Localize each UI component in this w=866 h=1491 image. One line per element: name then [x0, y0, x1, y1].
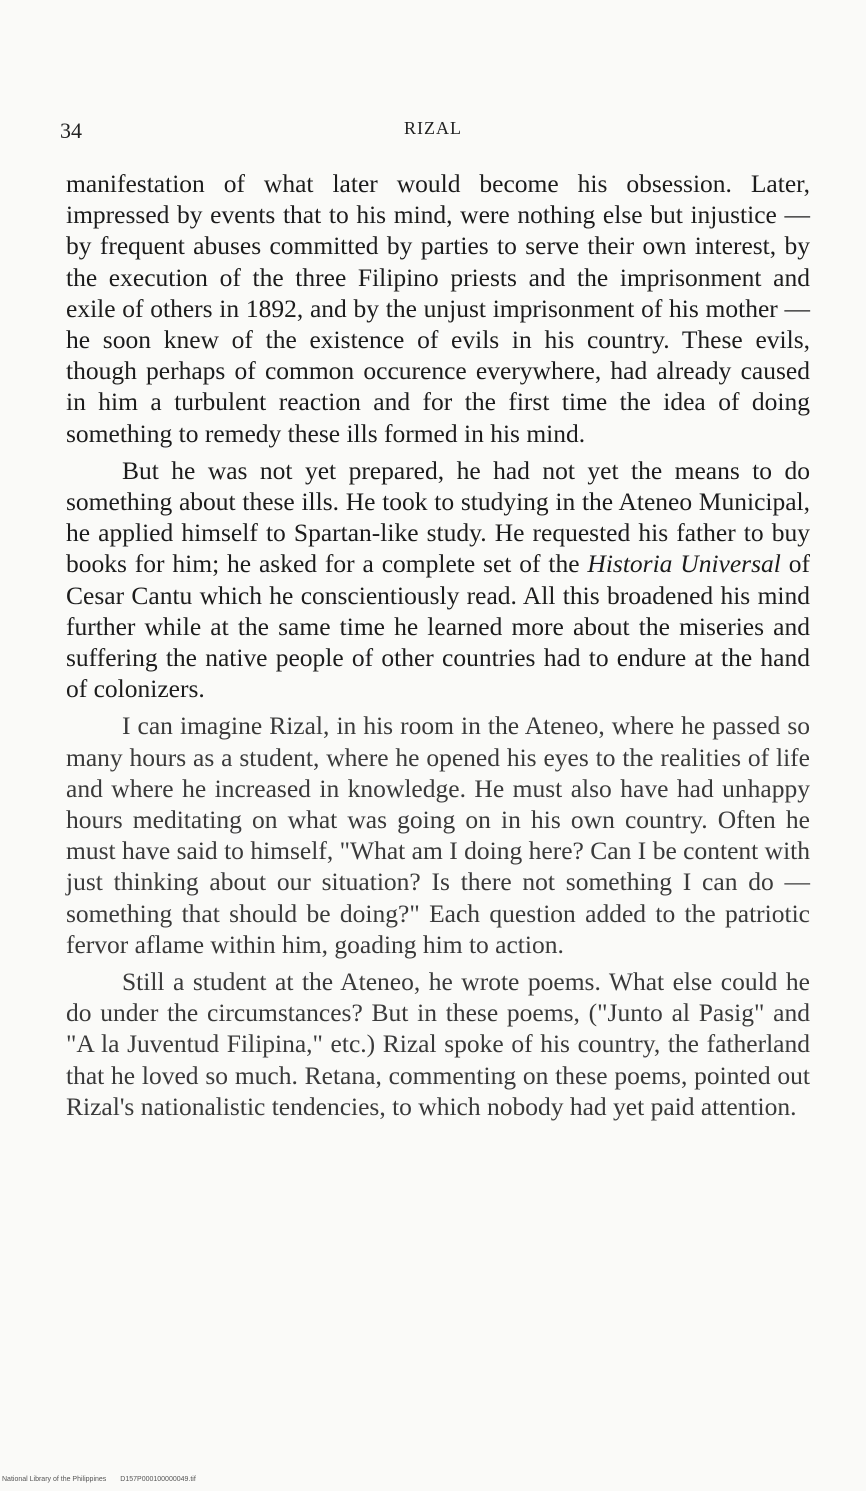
footer-identifier: D157P000100000049.tif	[120, 1476, 196, 1483]
paragraph-3: I can imagine Rizal, in his room in the Ateneo, where he passed so many hours as a student, where he opened his eyes to the realities of life and where he increased in knowledge. He must also have had unhappy hours meditating on what was going on in his own country. Often he must have said to himself, "What am I doing here? Can I be content with just thinking about our situation? Is there not something I can do — something that should be doing?" Each question added to the patriotic fervor aflame within him, goading him to action.	[66, 711, 810, 959]
page-number: 34	[60, 118, 82, 143]
paragraph-4: Still a student at the Ateneo, he wrote poems. What else could he do under the circumstances? But in these poems, ("Junto al Pasig" and "A la Juventud Filipina," etc.) Rizal spoke of his country, the fatherland that he loved so much. Retana, commenting on these poems, pointed out Rizal's nationalistic tendencies, to which nobody had yet paid attention.	[66, 967, 810, 1121]
body-text	[66, 168, 810, 1128]
paragraph-1: manifestation of what later would become his obsession. Later, impressed by events that to his mind, were nothing else but injustice — by frequent abuses committed by parties to serve their own interest, by the execution of the three Filipino priests and the imprisonment and exile of others in 1892, and by the unjust imprisonment of his mother — he soon knew of the existence of evils in his country. These evils, though perhaps of common occurence everywhere, had already caused in him a turbulent reaction and for the first time the idea of doing something to remedy these ills formed in his mind.	[66, 169, 810, 448]
page-header	[60, 118, 806, 148]
running-title: RIZAL	[404, 118, 462, 138]
book-title-historia-universal: Historia Universal	[587, 549, 781, 579]
paragraph-2-text-b: of Cesar Cantu which he conscientiously read. All this broadened his mind further while at the same time he learned more about the miseries and suffering the native people of other countries had to endure at the hand of colonizers.	[66, 549, 810, 704]
paragraph-2-text-a: But he was not yet prepared, he had not yet the means to do something about these ills. He took to studying in the Ateneo Municipal, he applied himself to Spartan-like study. He requested his father to buy books for him; he asked for a complete set of the	[66, 455, 810, 579]
paragraph-2	[66, 455, 810, 705]
scan-footer	[2, 1476, 196, 1483]
footer-library: National Library of the Philippines	[2, 1476, 107, 1483]
